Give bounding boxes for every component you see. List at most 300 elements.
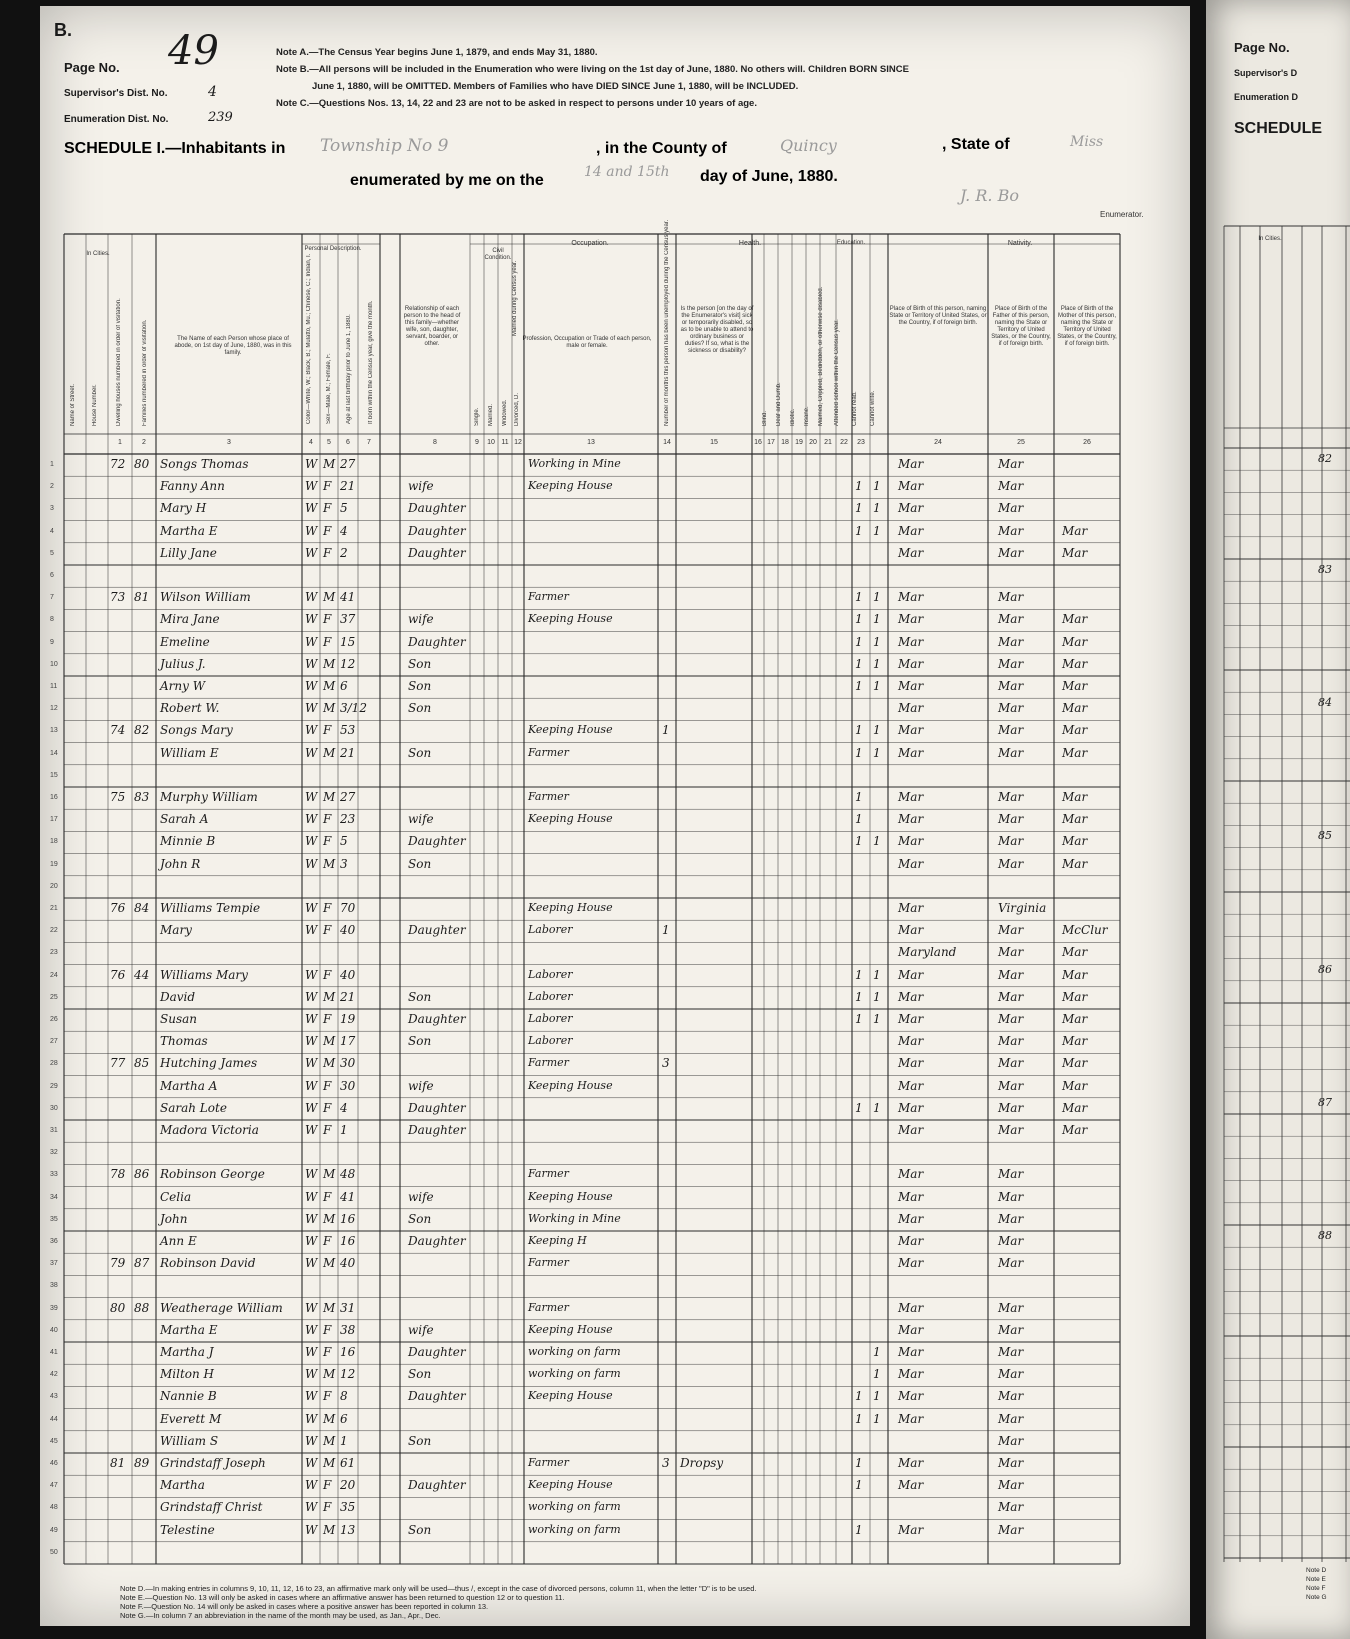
cannot-write-cell: 1 xyxy=(873,501,881,516)
birthplace-cell: Mar xyxy=(898,856,924,871)
father-birthplace-cell: Mar xyxy=(998,545,1024,560)
birthplace-cell: Mar xyxy=(898,1123,924,1137)
header-personal: Personal Description. xyxy=(304,246,362,252)
mother-birthplace-cell: Mar xyxy=(1062,812,1088,827)
birthplace-cell: Mar xyxy=(898,1167,924,1182)
color-cell: W xyxy=(305,1100,318,1115)
birthplace-cell: Mar xyxy=(898,745,924,760)
cannot-write-cell: 1 xyxy=(873,523,881,538)
color-cell: W xyxy=(305,1389,318,1404)
age-cell: 30 xyxy=(340,1056,356,1071)
adjacent-page-no: Page No. xyxy=(1234,40,1290,55)
occupation-cell: Keeping House xyxy=(528,612,613,626)
person-name: Grindstaff Joseph xyxy=(160,1456,266,1470)
sex-cell: M xyxy=(323,701,336,716)
column-number: 10 xyxy=(487,439,495,446)
header-civil: Civil Condition. xyxy=(484,248,512,261)
sex-cell: M xyxy=(323,1256,336,1271)
birthplace-cell: Mar xyxy=(898,1100,924,1115)
county-label: , in the County of xyxy=(596,140,727,157)
row-number: 13 xyxy=(50,727,58,735)
enumerated-label: enumerated by me on the xyxy=(350,172,544,189)
column-number: 17 xyxy=(767,439,775,446)
father-birthplace-cell: Mar xyxy=(998,1433,1024,1448)
relationship-cell: wife xyxy=(408,1078,434,1093)
occupation-cell: Working in Mine xyxy=(528,1211,621,1225)
note-b-cont: June 1, 1880, will be OMITTED. Members of Families who have DIED SINCE June 1, 1880, will be INCLUDED. xyxy=(312,81,799,92)
relationship-cell: Daughter xyxy=(408,834,466,849)
person-name: Songs Thomas xyxy=(160,457,249,471)
birthplace-cell: Mar xyxy=(898,545,924,560)
column-number: 8 xyxy=(433,439,437,446)
column-number: 4 xyxy=(309,439,313,446)
father-birthplace-cell: Mar xyxy=(998,1012,1024,1026)
sex-cell: M xyxy=(323,1211,336,1226)
age-cell: 5 xyxy=(340,501,348,516)
cannot-read-cell: 1 xyxy=(855,1012,863,1026)
day-of-label: day of June, 1880. xyxy=(700,168,838,185)
adjacent-note-d: Note D xyxy=(1306,1567,1327,1574)
vheader-married: Married. xyxy=(488,403,494,426)
father-birthplace-cell: Mar xyxy=(998,1234,1024,1248)
vheader-insane: Insane. xyxy=(804,406,810,426)
supervisor-value: 4 xyxy=(208,84,217,100)
color-cell: W xyxy=(305,523,318,538)
sex-cell: M xyxy=(323,679,336,693)
mother-birthplace-cell: Mar xyxy=(1062,545,1088,560)
person-name: Emeline xyxy=(160,634,210,649)
sex-cell: F xyxy=(323,545,332,560)
relationship-cell: Son xyxy=(408,1367,432,1382)
row-number: 7 xyxy=(50,594,54,602)
relationship-cell: Son xyxy=(408,1211,432,1226)
row-number: 16 xyxy=(50,794,58,801)
sex-cell: F xyxy=(323,1012,332,1026)
age-cell: 1 xyxy=(340,1123,348,1137)
color-cell: W xyxy=(305,1478,318,1493)
cannot-write-cell: 1 xyxy=(873,834,881,849)
adjacent-row-mark: 87 xyxy=(1318,1095,1332,1109)
age-cell: 16 xyxy=(340,1345,356,1359)
mother-birthplace-cell: Mar xyxy=(1062,723,1088,738)
person-name: Arny W xyxy=(160,679,206,693)
footnote-g: Note G.—In column 7 an abbreviation in the name of the month may be used, as Jan., Apr., Dec. xyxy=(120,1611,441,1620)
adjacent-row-mark: 82 xyxy=(1318,452,1332,465)
age-cell: 41 xyxy=(340,1189,356,1204)
birthplace-cell: Mar xyxy=(898,790,924,804)
birthplace-cell: Mar xyxy=(898,1034,924,1049)
occupation-cell: Laborer xyxy=(528,989,573,1003)
row-number: 40 xyxy=(50,1326,58,1334)
sex-cell: F xyxy=(323,1389,332,1404)
cannot-read-cell: 1 xyxy=(855,1389,863,1404)
color-cell: W xyxy=(305,1500,318,1515)
row-number: 5 xyxy=(50,549,54,557)
occupation-cell: Farmer xyxy=(528,1300,569,1314)
row-number: 49 xyxy=(50,1526,58,1534)
age-cell: 21 xyxy=(340,989,356,1004)
person-name: Sarah A xyxy=(160,812,209,827)
cannot-write-cell: 1 xyxy=(873,1100,881,1115)
column-number: 22 xyxy=(840,439,848,446)
occupation-cell: Working in Mine xyxy=(528,457,621,470)
months-unemployed-cell: 1 xyxy=(662,723,670,738)
birthplace-cell: Mar xyxy=(898,1211,924,1226)
age-cell: 48 xyxy=(340,1167,356,1182)
age-cell: 21 xyxy=(340,479,356,494)
row-number: 43 xyxy=(50,1393,58,1401)
occupation-cell: Farmer xyxy=(528,745,569,759)
mother-birthplace-cell: Mar xyxy=(1062,701,1088,716)
sex-cell: F xyxy=(323,834,332,849)
father-birthplace-cell: Mar xyxy=(998,1322,1024,1337)
family-number: 89 xyxy=(134,1456,150,1470)
adjacent-note-f: Note F xyxy=(1306,1585,1326,1592)
row-number: 19 xyxy=(50,860,58,868)
father-birthplace-cell: Mar xyxy=(998,1411,1024,1426)
cannot-read-cell: 1 xyxy=(855,1522,863,1537)
occupation-cell: working on farm xyxy=(528,1500,621,1514)
birthplace-cell: Mar xyxy=(898,923,924,938)
relationship-cell: Son xyxy=(408,856,432,871)
row-number: 17 xyxy=(50,816,58,824)
father-birthplace-cell: Mar xyxy=(998,967,1024,982)
birthplace-cell: Mar xyxy=(898,590,924,605)
months-unemployed-cell: 3 xyxy=(662,1456,670,1470)
father-birthplace-cell: Mar xyxy=(998,1034,1024,1049)
color-cell: W xyxy=(305,834,318,849)
age-cell: 38 xyxy=(340,1322,356,1337)
age-cell: 3 xyxy=(340,856,348,871)
mother-birthplace-cell: Mar xyxy=(1062,1078,1088,1093)
birthplace-cell: Mar xyxy=(898,834,924,849)
cannot-write-cell: 1 xyxy=(873,679,881,693)
age-cell: 37 xyxy=(340,612,356,627)
age-cell: 13 xyxy=(340,1522,356,1537)
row-number: 22 xyxy=(50,927,58,935)
column-number: 1 xyxy=(118,439,122,446)
birthplace-cell: Mar xyxy=(898,1411,924,1426)
row-number: 27 xyxy=(50,1038,58,1046)
dwelling-number: 80 xyxy=(110,1300,126,1315)
column-number: 15 xyxy=(710,439,718,446)
cannot-read-cell: 1 xyxy=(855,501,863,516)
color-cell: W xyxy=(305,1345,318,1359)
enumerated-days: 14 and 15th xyxy=(584,164,670,180)
family-number: 44 xyxy=(134,967,150,982)
vheader-color: Color—White, W.; Black, B.; Mulatto, Mu.; Chinese, C.; Indian, I. xyxy=(306,253,312,424)
person-name: Madora Victoria xyxy=(160,1123,259,1137)
family-number: 83 xyxy=(134,790,150,804)
footnotes xyxy=(120,1584,1180,1620)
vheader-married-year: Married during Census year. xyxy=(512,260,518,336)
person-name: Martha xyxy=(160,1478,205,1493)
column-number: 7 xyxy=(367,439,371,446)
color-cell: W xyxy=(305,612,318,627)
age-cell: 70 xyxy=(340,901,356,915)
dwelling-number: 72 xyxy=(110,457,126,471)
adjacent-row-mark: 84 xyxy=(1318,696,1332,710)
color-cell: W xyxy=(305,1189,318,1204)
mother-birthplace-cell: Mar xyxy=(1062,634,1088,649)
occupation-cell: Laborer xyxy=(528,967,573,981)
state-value: Miss xyxy=(1070,134,1104,150)
father-birthplace-cell: Mar xyxy=(998,457,1024,471)
sex-cell: F xyxy=(323,1100,332,1115)
relationship-cell: Daughter xyxy=(408,634,466,649)
column-number: 26 xyxy=(1083,439,1091,446)
column-number: 21 xyxy=(824,439,832,446)
sex-cell: M xyxy=(323,1056,336,1071)
family-number: 82 xyxy=(134,723,150,738)
sex-cell: F xyxy=(323,1234,332,1248)
person-name: Mary xyxy=(160,923,192,938)
row-number: 38 xyxy=(50,1282,58,1290)
relationship-cell: Daughter xyxy=(408,545,466,560)
cannot-read-cell: 1 xyxy=(855,812,863,827)
state-label: , State of xyxy=(942,136,1010,153)
father-birthplace-cell: Mar xyxy=(998,679,1024,693)
person-name: John xyxy=(160,1211,188,1226)
vheader-school: Attended school within the Census year. xyxy=(834,319,840,426)
sex-cell: M xyxy=(323,1411,336,1426)
row-number: 23 xyxy=(50,949,58,957)
cannot-read-cell: 1 xyxy=(855,679,863,693)
color-cell: W xyxy=(305,457,318,471)
relationship-cell: Daughter xyxy=(408,523,466,538)
age-cell: 20 xyxy=(340,1478,356,1493)
father-birthplace-cell: Mar xyxy=(998,701,1024,716)
occupation-cell: Keeping House xyxy=(528,479,613,493)
adjacent-row-mark: 83 xyxy=(1318,563,1332,576)
row-number: 24 xyxy=(50,971,58,979)
row-number: 34 xyxy=(50,1193,58,1201)
months-unemployed-cell: 3 xyxy=(662,1056,670,1071)
age-cell: 30 xyxy=(340,1078,356,1093)
adjacent-note-e: Note E xyxy=(1306,1576,1326,1583)
color-cell: W xyxy=(305,923,318,938)
vheader-cannot-read: Cannot read. xyxy=(852,391,858,426)
row-number: 4 xyxy=(50,527,54,535)
sex-cell: F xyxy=(323,1345,332,1359)
father-birthplace-cell: Mar xyxy=(998,501,1024,516)
person-name: Robert W. xyxy=(160,701,220,716)
sex-cell: F xyxy=(323,523,332,538)
header-birthplace: Place of Birth of this person, naming State or Territory of United States, or the Country, if of foreign birth. xyxy=(889,306,987,326)
age-cell: 17 xyxy=(340,1034,356,1049)
mother-birthplace-cell: Mar xyxy=(1062,656,1088,671)
cannot-read-cell: 1 xyxy=(855,1456,863,1470)
row-number: 48 xyxy=(50,1504,58,1512)
birthplace-cell: Mar xyxy=(898,634,924,649)
birthplace-cell: Mar xyxy=(898,1389,924,1404)
age-cell: 40 xyxy=(340,923,356,938)
person-name: William S xyxy=(160,1433,219,1448)
cannot-read-cell: 1 xyxy=(855,612,863,627)
adjacent-schedule: SCHEDULE xyxy=(1234,120,1323,137)
father-birthplace-cell: Mar xyxy=(998,1100,1024,1115)
age-cell: 1 xyxy=(340,1433,348,1448)
color-cell: W xyxy=(305,790,318,804)
row-number: 26 xyxy=(50,1016,58,1023)
family-number: 81 xyxy=(134,590,150,605)
father-birthplace-cell: Mar xyxy=(998,1389,1024,1404)
age-cell: 4 xyxy=(340,1100,348,1115)
column-number: 14 xyxy=(663,439,671,446)
header-education: Education. xyxy=(836,240,866,246)
father-birthplace-cell: Mar xyxy=(998,790,1024,804)
age-cell: 8 xyxy=(340,1389,348,1404)
cannot-write-cell: 1 xyxy=(873,989,881,1004)
header-mother-birthplace: Place of Birth of the Mother of this person, naming the State or Territory of United States, or the Country, if of foreign birth. xyxy=(1057,306,1117,347)
birthplace-cell: Mar xyxy=(898,612,924,627)
adjacent-page xyxy=(1206,0,1350,1639)
corner-letter: B. xyxy=(54,20,72,40)
sex-cell: M xyxy=(323,1367,336,1382)
vheader-cannot-write: Cannot write. xyxy=(870,390,876,426)
father-birthplace-cell: Mar xyxy=(998,1500,1024,1515)
adjacent-row-mark: 88 xyxy=(1318,1229,1332,1242)
adjacent-row-mark: 86 xyxy=(1318,962,1332,976)
color-cell: W xyxy=(305,1167,318,1182)
vheader-street: Name of Street. xyxy=(70,383,76,426)
relationship-cell: Son xyxy=(408,1522,432,1537)
color-cell: W xyxy=(305,679,318,693)
father-birthplace-cell: Mar xyxy=(998,1189,1024,1204)
relationship-cell: Daughter xyxy=(408,1478,466,1493)
vheader-family: Families numbered in order of visitation. xyxy=(142,319,148,426)
relationship-cell: Daughter xyxy=(408,1345,466,1359)
color-cell: W xyxy=(305,1456,318,1470)
color-cell: W xyxy=(305,812,318,827)
cannot-write-cell: 1 xyxy=(873,612,881,627)
person-name: Minnie B xyxy=(160,834,216,849)
person-name: William E xyxy=(160,745,219,760)
vheader-deaf: Deaf and Dumb. xyxy=(776,382,782,426)
age-cell: 12 xyxy=(340,1367,356,1382)
row-number: 32 xyxy=(50,1149,58,1157)
color-cell: W xyxy=(305,545,318,560)
person-name: Robinson George xyxy=(160,1167,265,1182)
occupation-cell: Keeping H xyxy=(528,1234,587,1247)
relationship-cell: wife xyxy=(408,1322,434,1337)
vheader-maimed: Maimed, Crippled, Bedridden, or otherwise disabled. xyxy=(818,286,824,426)
occupation-cell: Keeping House xyxy=(528,1322,613,1336)
relationship-cell: Son xyxy=(408,656,432,671)
birthplace-cell: Mar xyxy=(898,656,924,671)
father-birthplace-cell: Mar xyxy=(998,1367,1024,1382)
sex-cell: F xyxy=(323,1189,332,1204)
father-birthplace-cell: Mar xyxy=(998,1056,1024,1071)
sex-cell: M xyxy=(323,989,336,1004)
sex-cell: M xyxy=(323,590,336,605)
column-number: 18 xyxy=(781,439,789,446)
color-cell: W xyxy=(305,1034,318,1049)
column-number: 9 xyxy=(475,439,479,446)
father-birthplace-cell: Mar xyxy=(998,1123,1024,1137)
color-cell: W xyxy=(305,1433,318,1448)
person-name: Lilly Jane xyxy=(160,545,217,560)
occupation-cell: Laborer xyxy=(528,1034,573,1048)
mother-birthplace-cell: Mar xyxy=(1062,1100,1088,1115)
person-name: Williams Mary xyxy=(160,967,248,982)
mother-birthplace-cell: Mar xyxy=(1062,989,1088,1004)
father-birthplace-cell: Mar xyxy=(998,1478,1024,1493)
row-number: 2 xyxy=(50,483,54,491)
page-no-label: Page No. xyxy=(64,60,120,75)
sex-cell: M xyxy=(323,790,336,804)
row-number: 28 xyxy=(50,1060,58,1068)
relationship-cell: Son xyxy=(408,1433,432,1448)
family-number: 80 xyxy=(134,457,150,471)
father-birthplace-cell: Mar xyxy=(998,1211,1024,1226)
header-sickness: Is the person [on the day of the Enumerator's visit] sick or temporarily disabled, so as to be unable to attend to ordinary business or duties? If so, what is the sickness or disability? xyxy=(680,306,754,354)
father-birthplace-cell: Mar xyxy=(998,1456,1024,1470)
relationship-cell: Son xyxy=(408,701,432,716)
father-birthplace-cell: Mar xyxy=(998,745,1024,760)
color-cell: W xyxy=(305,656,318,671)
person-name: Murphy William xyxy=(160,790,258,804)
color-cell: W xyxy=(305,1322,318,1337)
mother-birthplace-cell: McClur xyxy=(1062,923,1108,938)
mother-birthplace-cell: Mar xyxy=(1062,967,1088,982)
vheader-months-unemployed: Number of months this person has been unemployed during the Census year. xyxy=(664,219,670,426)
father-birthplace-cell: Mar xyxy=(998,656,1024,671)
relationship-cell: Son xyxy=(408,745,432,760)
cannot-read-cell: 1 xyxy=(855,590,863,605)
county-value: Quincy xyxy=(780,136,837,155)
person-name: Susan xyxy=(160,1012,197,1026)
person-name: John R xyxy=(160,856,201,871)
footnote-d: Note D.—In making entries in columns 9, 10, 11, 12, 16 to 23, an affirmative mark only will be used—thus /, except in the case of divorced persons, column 11, when the letter "D" is to be used. xyxy=(120,1584,757,1593)
color-cell: W xyxy=(305,1522,318,1537)
birthplace-cell: Maryland xyxy=(898,945,957,960)
age-cell: 23 xyxy=(340,812,356,827)
birthplace-cell: Mar xyxy=(898,1078,924,1093)
dwelling-number: 74 xyxy=(110,723,126,738)
cannot-read-cell: 1 xyxy=(855,634,863,649)
birthplace-cell: Mar xyxy=(898,1012,924,1026)
occupation-cell: working on farm xyxy=(528,1522,621,1536)
color-cell: W xyxy=(305,1078,318,1093)
occupation-cell: Farmer xyxy=(528,1456,569,1469)
vheader-widowed: Widowed. xyxy=(502,399,508,426)
row-number: 1 xyxy=(50,461,54,468)
person-name: Everett M xyxy=(160,1411,222,1426)
row-number: 14 xyxy=(50,749,58,757)
age-cell: 21 xyxy=(340,745,356,760)
column-number: 5 xyxy=(327,439,331,446)
header-father-birthplace: Place of Birth of the Father of this person, naming the State or Territory of United States, or the Country, if of foreign birth. xyxy=(991,306,1051,347)
color-cell: W xyxy=(305,1367,318,1382)
footnote-e: Note E.—Question No. 13 will only be asked in cases where an affirmative answer has been returned to question 12 or to question 11. xyxy=(120,1593,565,1602)
occupation-cell: working on farm xyxy=(528,1367,621,1381)
occupation-cell: Keeping House xyxy=(528,1478,613,1492)
age-cell: 40 xyxy=(340,1256,356,1271)
sex-cell: F xyxy=(323,501,332,516)
cannot-write-cell: 1 xyxy=(873,723,881,738)
birthplace-cell: Mar xyxy=(898,1300,924,1315)
age-cell: 35 xyxy=(340,1500,356,1515)
cannot-write-cell: 1 xyxy=(873,656,881,671)
sex-cell: F xyxy=(323,1478,332,1493)
birthplace-cell: Mar xyxy=(898,1256,924,1271)
father-birthplace-cell: Mar xyxy=(998,1256,1024,1271)
sex-cell: M xyxy=(323,1300,336,1315)
cannot-read-cell: 1 xyxy=(855,989,863,1004)
column-number: 20 xyxy=(809,439,817,446)
row-number: 45 xyxy=(50,1437,58,1445)
